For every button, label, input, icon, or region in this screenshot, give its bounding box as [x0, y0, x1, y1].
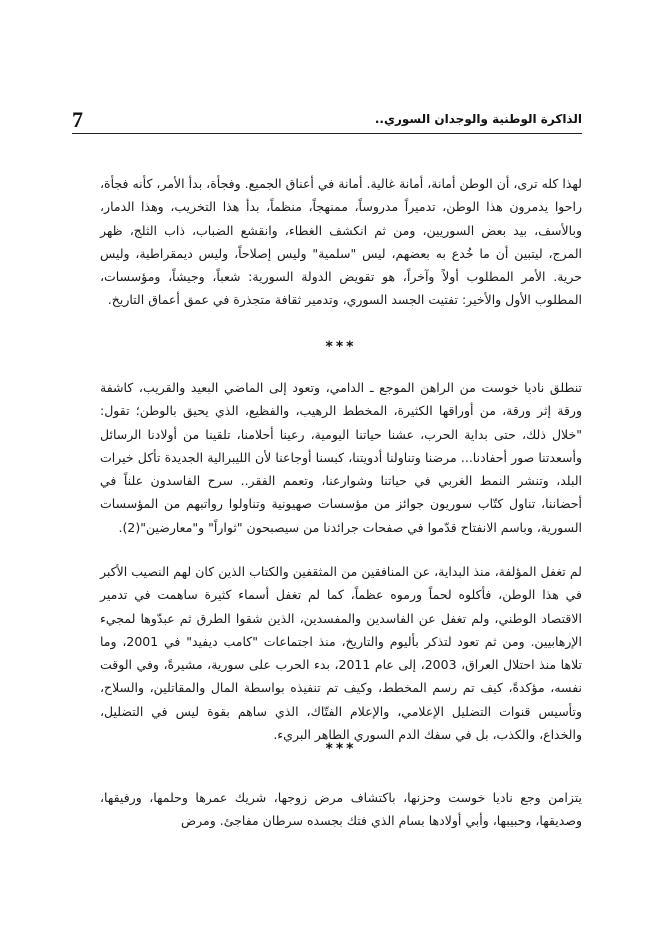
paragraph-text: تنطلق ناديا خوست من الراهن الموجع ـ الدامي، وتعود إلى الماضي البعيد والقريب، كاشفة ورقة إثر ورقة، من أوراقها الكثيرة، المخطط الرهيب، والفظيع، الذي يحيق بالوطن؛ تقول: "خلال ذلك، حتى بداية الحرب، عشنا حياتنا اليومية، رعينا أحلامنا، تلقينا من أولادنا الرسائل وأسعدتنا صور أحفادنا... مرضنا وتناولنا أدويتنا، كبسنا أوجاعنا لأن الليبرالية الجديدة تأكل خيرات البلد، وتنشر النمط الغربي في حياتنا وشوارعنا، وتعمم الفقر.. سرح الفاسدون علناً في أحضاننا، تناول كتّاب سوريون جوائز من مؤسسات صهيونية وتناولوا رواتبهم من المؤسسات السورية، وباسم الانفتاح قدّموا في صفحات جرائدنا من سيصبحون "ثواراً" و"معارضين"(2).	[100, 380, 582, 535]
section-separator: ***	[325, 741, 357, 757]
paragraph-text: لم تغفل المؤلفة، منذ البداية، عن المنافقين من المثقفين والكتاب الذين كان لهم النصيب الأكبر في هذا الوطن، فأكلوه لحماً ورموه عظماً، كما لم تغفل أسماء كثيرة ساهمت في تدمير الاقتصاد الوطني، ولم تغفل عن الفاسدين والمفسدين، الذين شقوا الطرق ثم عبدّوها لمجيء الإرهابيين. ومن ثم تعود لتذكر بأليوم والتاريخ، منذ اجتماعات "كامب ديفيد" في 2001، وما تلاها منذ احتلال العراق، 2003، إلى عام 2011، بدء الحرب على سورية، مشيرةً، وفي الوقت نفسه، مؤكدةً، كيف تم رسم المخطط، وكيف تم تنفيذه بواسطة المال والمقاتلين، والسلاح، وتأسيس قنوات التضليل الإعلامي، والإعلام الفتّاك، الذي ساهم بقوة ليس في التضليل، والخداع، والكذب، بل في سفك الدم السوري الطاهر البريء.	[100, 564, 583, 743]
page-number: 7	[72, 107, 83, 132]
running-title: الذاكرة الوطنية والوجدان السوري..	[374, 112, 582, 126]
paragraph	[100, 786, 582, 833]
paragraph-text: لهذا كله ترى، أن الوطن أمانة، أمانة غالية. أمانة في أعناق الجميع. وفجأة، بدأ الأمر، كأنه فجأة، راحوا يدمرون هذا الوطن، تدميراً مدروساً، ممنهجاً، منظماً، بدأ هذا التخريب، وهذا الدمار، وبالأسف، بيد بعض السوريين، ومن ثم انكشف الغطاء، وانقشع الضباب، ذاب الثلج، ظهر المرج، ليتبين أن ما خُدع به بعضهم، ليس "سلمية" وليس إصلاحاً، وليس ديمقراطية، وليس حرية. الأمر المطلوب أولاً وآخراً، هو تقويض الدولة السورية: شعباً، وجيشاً، ومؤسسات، المطلوب الأول والأخير: تفتيت الجسد السوري، وتدمير ثقافة متجذرة في عمق أعماق التاريخ.	[100, 176, 582, 308]
paragraph	[100, 560, 582, 746]
paragraph-text: يتزامن وجع ناديا خوست وحزنها، باكتشاف مرض زوجها، شريك عمرها وحلمها، ورفيقها، وصديقها، وحبيبها، وأبي أولادها بسام الذي فتك بجسده سرطان مفاجئ. ومرض	[100, 790, 582, 829]
paragraph	[100, 172, 582, 312]
paragraph	[100, 376, 582, 539]
page-header	[72, 108, 582, 132]
header-rule	[72, 133, 582, 134]
section-separator: ***	[325, 339, 357, 355]
